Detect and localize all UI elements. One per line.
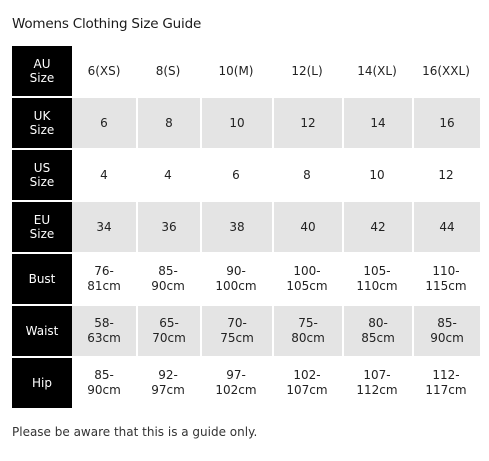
table-cell: 112- 117cm	[425, 368, 467, 397]
disclaimer-note: Please be aware that this is a guide only.	[12, 425, 258, 439]
table-cell: 12	[438, 167, 454, 182]
table-cell: 85- 90cm	[151, 264, 185, 293]
table-cell: 4	[164, 167, 172, 182]
table-cell: 10	[200, 98, 272, 148]
table-cell: 102- 107cm	[286, 368, 328, 397]
row-header-hip: Hip	[12, 358, 72, 408]
table-cell: 10(M)	[218, 63, 254, 78]
table-cell: 92- 97cm	[151, 368, 185, 397]
row-header-bust: Bust	[12, 254, 72, 304]
row-header-au-size: AU Size	[12, 46, 72, 96]
table-cell: 58- 63cm	[72, 306, 136, 356]
table-cell: 8	[136, 98, 200, 148]
table-cell: 12(L)	[291, 63, 323, 78]
table-cell: 85- 90cm	[87, 368, 121, 397]
table-cell: 76- 81cm	[87, 264, 121, 293]
table-cell: 75- 80cm	[272, 306, 342, 356]
table-cell: 97- 102cm	[215, 368, 257, 397]
table-cell: 42	[342, 202, 412, 252]
table-cell: 110- 115cm	[425, 264, 467, 293]
table-cell: 100- 105cm	[286, 264, 328, 293]
table-cell: 85- 90cm	[412, 306, 480, 356]
row-header-uk-size: UK Size	[12, 98, 72, 148]
table-cell: 34	[72, 202, 136, 252]
table-cell: 8	[303, 167, 311, 182]
table-cell: 65- 70cm	[136, 306, 200, 356]
table-cell: 44	[412, 202, 480, 252]
row-header-us-size: US Size	[12, 150, 72, 200]
table-cell: 70- 75cm	[200, 306, 272, 356]
table-cell: 4	[100, 167, 108, 182]
table-cell: 90- 100cm	[215, 264, 257, 293]
table-cell: 105- 110cm	[356, 264, 398, 293]
size-guide-table	[12, 46, 480, 408]
row-header-eu-size: EU Size	[12, 202, 72, 252]
table-cell: 38	[200, 202, 272, 252]
table-cell: 6	[72, 98, 136, 148]
table-cell: 16(XXL)	[422, 63, 470, 78]
table-cell: 80- 85cm	[342, 306, 412, 356]
table-cell: 10	[369, 167, 385, 182]
table-cell: 107- 112cm	[356, 368, 398, 397]
table-cell: 8(S)	[155, 63, 181, 78]
table-cell: 12	[272, 98, 342, 148]
table-cell: 36	[136, 202, 200, 252]
table-cell: 16	[412, 98, 480, 148]
table-cell: 14	[342, 98, 412, 148]
row-header-waist: Waist	[12, 306, 72, 356]
table-cell: 6(XS)	[87, 63, 121, 78]
table-cell: 14(XL)	[357, 63, 397, 78]
table-cell: 40	[272, 202, 342, 252]
table-cell: 6	[232, 167, 240, 182]
page-title: Womens Clothing Size Guide	[12, 16, 202, 32]
